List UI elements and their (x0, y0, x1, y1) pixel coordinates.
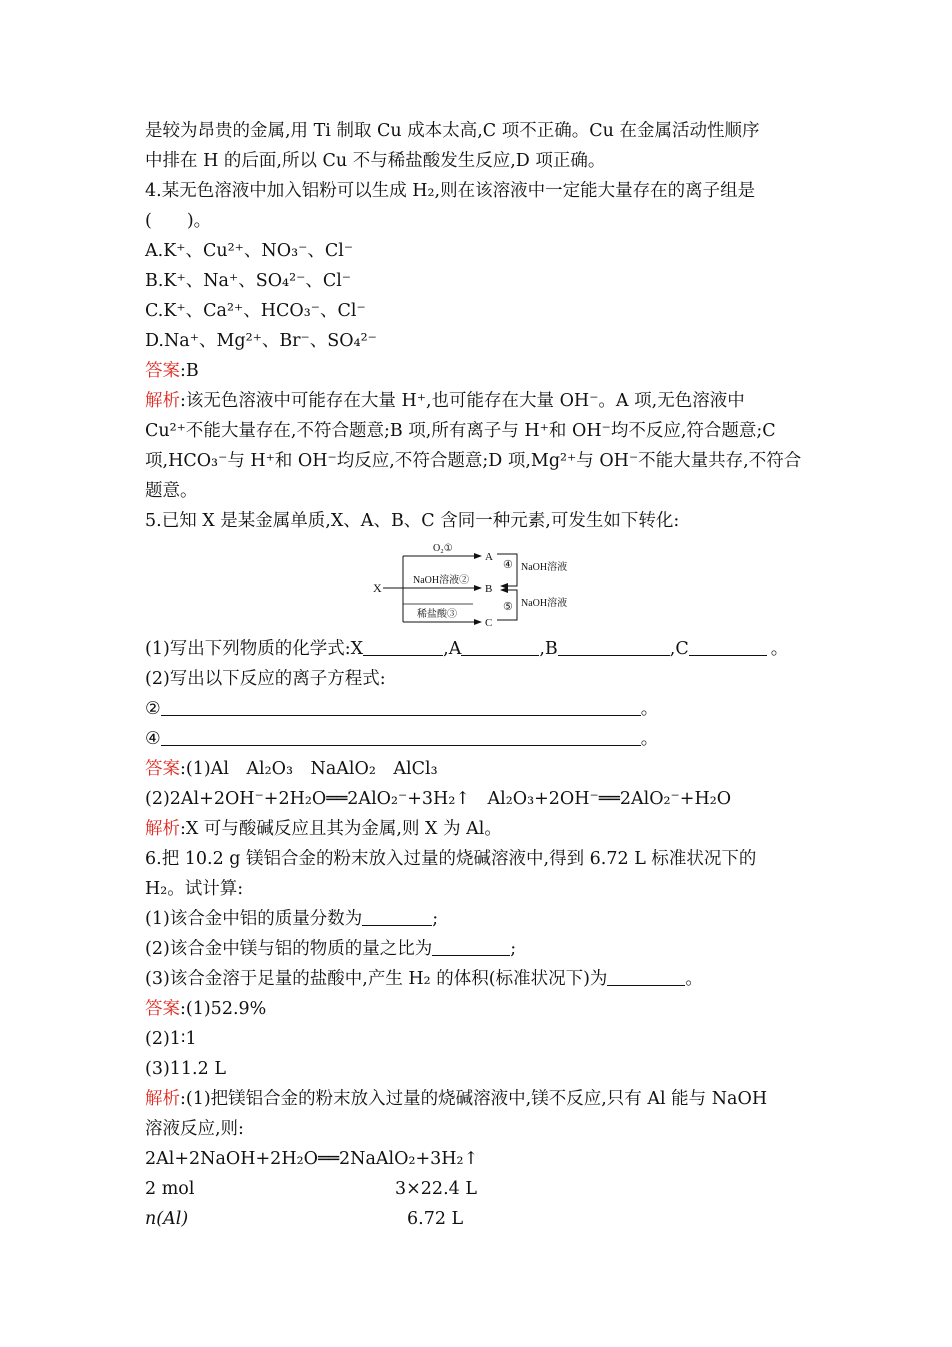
prompt-text: (1)该合金中铝的质量分数为 (145, 909, 363, 929)
calc-row (145, 1174, 825, 1204)
blank-mass-fraction[interactable] (362, 907, 432, 926)
prompt-text: 。 (685, 969, 703, 989)
explanation-label: 解析 (145, 1089, 180, 1109)
answer-label: 答案 (145, 361, 180, 381)
answer-text: :B (180, 361, 199, 381)
prompt-text: 。 (640, 699, 659, 719)
explanation-4-line: Cu²⁺不能大量存在,不符合题意;B 项,所有离子与 H⁺和 OH⁻均不反应,符合题意;C (145, 421, 776, 441)
explanation-6-line: 溶液反应,则: (145, 1119, 244, 1139)
prompt-text: ,A (443, 639, 462, 659)
conversion-diagram (145, 540, 825, 632)
prompt-text: ; (432, 909, 439, 929)
explanation-text: :该无色溶液中可能存在大量 H⁺,也可能存在大量 OH⁻。A 项,无色溶液中 (180, 391, 745, 411)
question-6-part-2 (145, 934, 825, 964)
explanation-text: :(1)把镁铝合金的粉末放入过量的烧碱溶液中,镁不反应,只有 Al 能与 NaOH (180, 1089, 768, 1109)
explanation-5 (145, 814, 825, 844)
calc-cell: n(Al) (145, 1209, 189, 1229)
arrow-5-num: ⑤ (503, 601, 513, 613)
option-d: D.Na⁺、Mg²⁺、Br⁻、SO₄²⁻ (145, 331, 377, 351)
prompt-text: 。 (640, 729, 659, 749)
answer-5 (145, 754, 825, 784)
question-5: 5.已知 X 是某金属单质,X、A、B、C 含同一种元素,可发生如下转化: (145, 511, 680, 531)
conversion-diagram-svg (373, 540, 613, 630)
question-6-part-3 (145, 964, 825, 994)
node-c: C (485, 617, 493, 629)
question-5-eq-2 (145, 694, 825, 724)
prompt-text: (3)该合金溶于足量的盐酸中,产生 H₂ 的体积(标准状况下)为 (145, 969, 608, 989)
node-a: A (485, 551, 493, 563)
answer-text: :(1)Al Al₂O₃ NaAlO₂ AlCl₃ (180, 759, 438, 779)
arrow-2-label: NaOH溶液② (413, 575, 470, 586)
arrow-4-num: ④ (503, 559, 513, 571)
blank-mole-ratio[interactable] (432, 937, 510, 956)
explanation-text: :X 可与酸碱反应且其为金属,则 X 为 Al。 (180, 819, 502, 839)
answer-text: :(1)52.9% (180, 999, 267, 1019)
question-5-eq-4 (145, 724, 825, 754)
equation: 2Al+2NaOH+2H₂O══2NaAlO₂+3H₂↑ (145, 1149, 479, 1169)
option-c: C.K⁺、Ca²⁺、HCO₃⁻、Cl⁻ (145, 301, 366, 321)
prompt-text: ; (510, 939, 517, 959)
blank-equation-2[interactable] (161, 697, 641, 716)
prompt-text: (2)该合金中镁与铝的物质的量之比为 (145, 939, 433, 959)
blank-x[interactable] (363, 637, 443, 656)
question-4-bracket: ( )。 (145, 211, 212, 231)
question-6-line: H₂。试计算: (145, 879, 244, 899)
blank-c[interactable] (689, 637, 767, 656)
node-b: B (485, 583, 493, 595)
question-5-part-2: (2)写出以下反应的离子方程式: (145, 669, 386, 689)
question-4: 4.某无色溶液中加入铝粉可以生成 H₂,则在该溶液中一定能大量存在的离子组是 (145, 181, 756, 201)
explanation-4-line: 项,HCO₃⁻与 H⁺和 OH⁻均反应,不符合题意;D 项,Mg²⁺与 OH⁻不能大量共存,不符合 (145, 451, 802, 471)
prompt-text: 。 (770, 639, 789, 659)
arrow-5-label: NaOH溶液 (521, 598, 568, 609)
answer-6 (145, 994, 825, 1024)
answer-label: 答案 (145, 759, 180, 779)
blank-equation-4[interactable] (161, 727, 641, 746)
explanation-label: 解析 (145, 819, 180, 839)
answer-6-line: (2)1∶1 (145, 1029, 197, 1049)
arrow-4-label: NaOH溶液 (521, 562, 568, 573)
arrow-1-label: O₂① (433, 543, 453, 554)
explanation-6 (145, 1084, 825, 1114)
node-x: X (373, 581, 382, 595)
question-6-part-1 (145, 904, 825, 934)
answer-label: 答案 (145, 999, 180, 1019)
text-line: 中排在 H 的后面,所以 Cu 不与稀盐酸发生反应,D 项正确。 (145, 151, 606, 171)
blank-b[interactable] (558, 637, 670, 656)
calc-row (145, 1204, 825, 1234)
text-line: 是较为昂贵的金属,用 Ti 制取 Cu 成本太高,C 项不正确。Cu 在金属活动性顺序 (145, 121, 760, 141)
blank-a[interactable] (461, 637, 539, 656)
calc-cell: 3×22.4 L (395, 1179, 477, 1199)
prompt-text: ,B (539, 639, 558, 659)
explanation-label: 解析 (145, 391, 180, 411)
question-6: 6.把 10.2 g 镁铝合金的粉末放入过量的烧碱溶液中,得到 6.72 L 标准状况下的 (145, 849, 757, 869)
prompt-text: (1)写出下列物质的化学式:X (145, 639, 364, 659)
calc-cell: 6.72 L (407, 1209, 464, 1229)
explanation-4-line: 题意。 (145, 481, 198, 501)
option-b: B.K⁺、Na⁺、SO₄²⁻、Cl⁻ (145, 271, 352, 291)
option-a: A.K⁺、Cu²⁺、NO₃⁻、Cl⁻ (145, 241, 354, 261)
answer-5-line: (2)2Al+2OH⁻+2H₂O══2AlO₂⁻+3H₂↑ Al₂O₃+2OH⁻══2AlO₂⁻+H₂O (145, 789, 732, 809)
prompt-text: ,C (669, 639, 689, 659)
answer-6-line: (3)11.2 L (145, 1059, 226, 1079)
question-5-part-1 (145, 634, 825, 664)
explanation-4 (145, 386, 825, 416)
reaction-number: ② (145, 699, 161, 719)
arrow-3-label: 稀盐酸③ (417, 609, 457, 620)
answer-4 (145, 356, 825, 386)
reaction-number: ④ (145, 729, 161, 749)
calc-cell: 2 mol (145, 1179, 195, 1199)
document-page (145, 116, 825, 1234)
blank-volume[interactable] (607, 967, 685, 986)
